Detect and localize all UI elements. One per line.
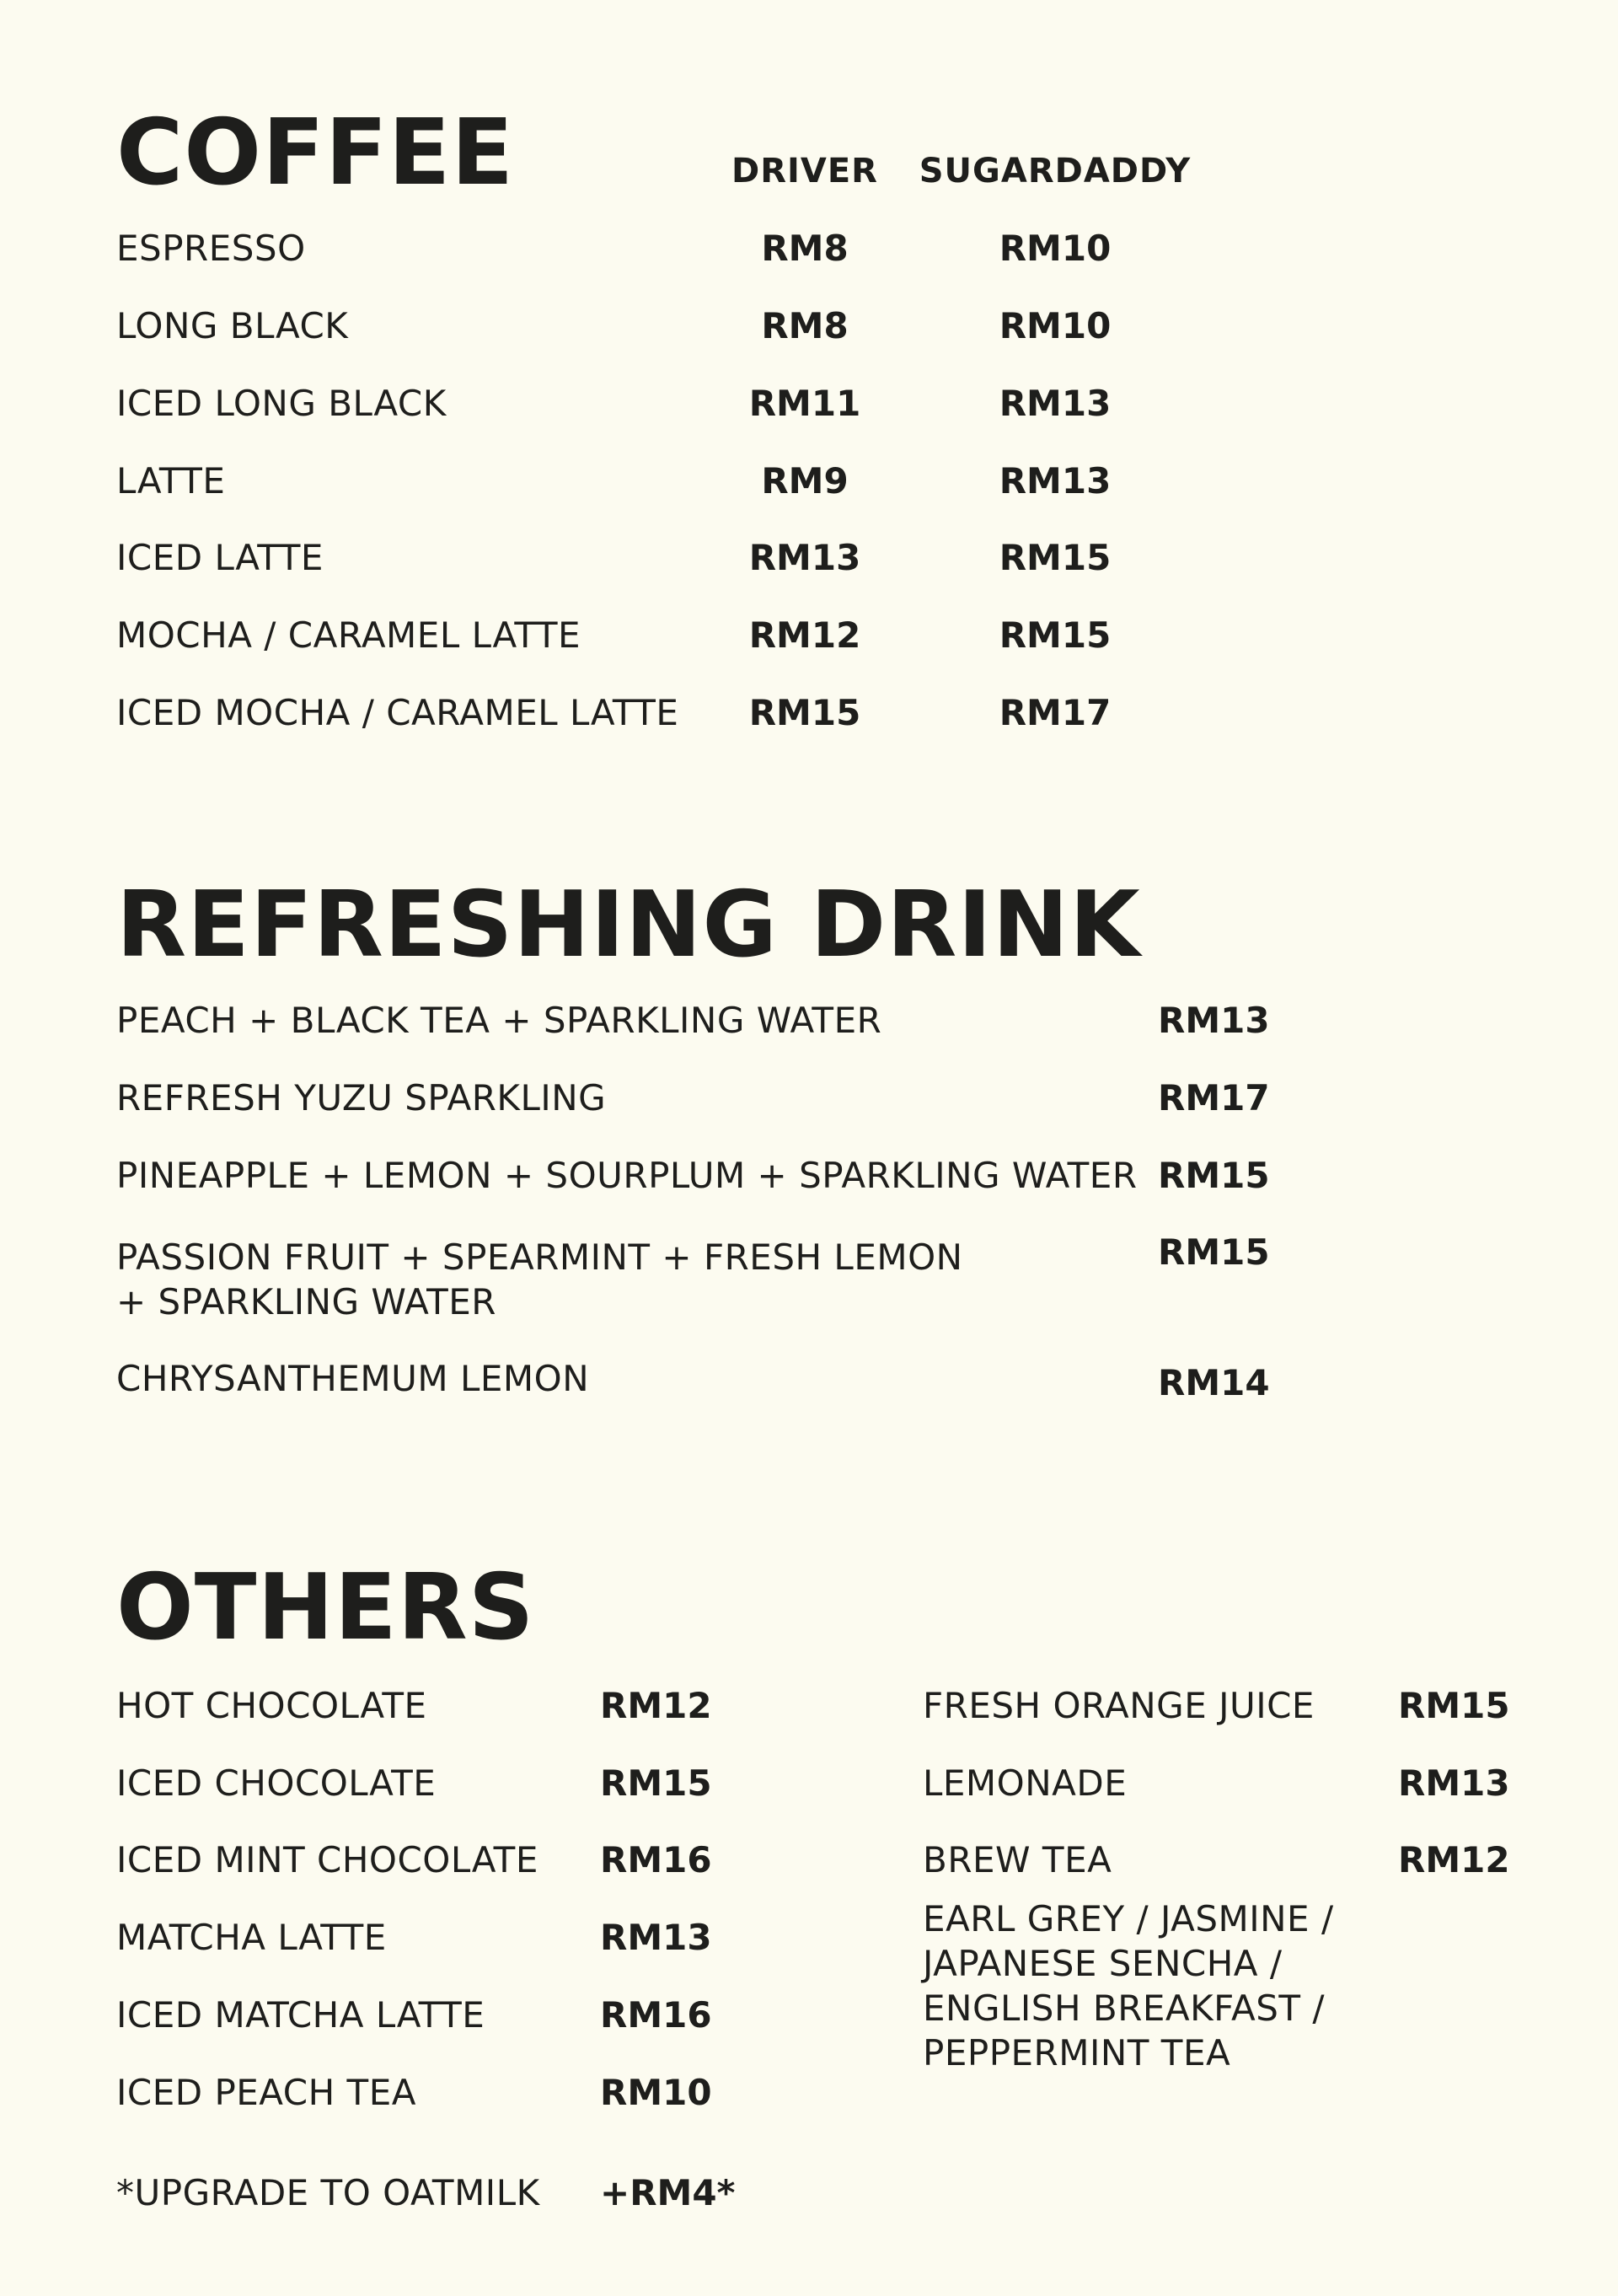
coffee-item-driver-price: RM9 <box>761 460 849 502</box>
refreshing-item-price: RM15 <box>1158 1155 1270 1196</box>
others-item-price: RM15 <box>600 1762 712 1804</box>
coffee-item-name: ICED MOCHA / CARAMEL LATTE <box>116 692 679 733</box>
refreshing-item-name: PASSION FRUIT + SPEARMINT + FRESH LEMON + SPARKLING WATER <box>116 1237 963 1322</box>
others-item-price: RM12 <box>600 1685 712 1726</box>
coffee-item-driver-price: RM8 <box>761 228 849 269</box>
coffee-item-sugardaddy-price: RM13 <box>999 383 1112 424</box>
coffee-item-name: MOCHA / CARAMEL LATTE <box>116 614 581 656</box>
refreshing-drink-heading: REFRESHING DRINK <box>116 872 1141 978</box>
others-item-price: RM12 <box>1398 1839 1510 1880</box>
others-heading: OTHERS <box>116 1555 535 1660</box>
oatmilk-upgrade-label: *UPGRADE TO OATMILK <box>116 2172 540 2213</box>
others-item-price: RM15 <box>1398 1685 1510 1726</box>
refreshing-item-price: RM15 <box>1158 1231 1270 1273</box>
others-item-price: RM13 <box>600 1917 712 1958</box>
oatmilk-upgrade-price: +RM4* <box>600 2172 736 2213</box>
refreshing-item-price: RM14 <box>1158 1362 1270 1403</box>
sugardaddy-column-header: SUGARDADDY <box>919 152 1192 190</box>
others-item-price: RM16 <box>600 1839 712 1880</box>
others-item-name: ICED CHOCOLATE <box>116 1762 437 1804</box>
coffee-item-sugardaddy-price: RM17 <box>999 692 1112 733</box>
coffee-item-name: ESPRESSO <box>116 228 306 269</box>
coffee-item-sugardaddy-price: RM10 <box>999 228 1112 269</box>
others-item-price: RM10 <box>600 2072 712 2113</box>
coffee-item-name: LONG BLACK <box>116 305 349 346</box>
coffee-item-name: LATTE <box>116 460 226 502</box>
others-item-name: ICED MATCHA LATTE <box>116 1994 485 2036</box>
others-item-name: ICED PEACH TEA <box>116 2072 416 2113</box>
coffee-item-driver-price: RM11 <box>748 383 861 424</box>
others-item-name: BREW TEA <box>923 1839 1112 1880</box>
coffee-item-driver-price: RM13 <box>748 537 861 578</box>
coffee-item-name: ICED LATTE <box>116 537 324 578</box>
refreshing-item-name: CHRYSANTHEMUM LEMON <box>116 1358 590 1399</box>
others-item-name: FRESH ORANGE JUICE <box>923 1685 1315 1726</box>
coffee-item-name: ICED LONG BLACK <box>116 383 447 424</box>
refreshing-item-name: PINEAPPLE + LEMON + SOURPLUM + SPARKLING WATER <box>116 1155 1138 1196</box>
driver-column-header: DRIVER <box>731 152 878 190</box>
others-item-price: RM13 <box>1398 1762 1510 1804</box>
others-item-name: LEMONADE <box>923 1762 1128 1804</box>
coffee-item-driver-price: RM8 <box>761 305 849 346</box>
coffee-item-driver-price: RM15 <box>748 692 861 733</box>
others-item-price: RM16 <box>600 1994 712 2036</box>
coffee-item-sugardaddy-price: RM13 <box>999 460 1112 502</box>
refreshing-item-name: PEACH + BLACK TEA + SPARKLING WATER <box>116 1000 882 1041</box>
refreshing-item-price: RM13 <box>1158 1000 1270 1041</box>
refreshing-item-price: RM17 <box>1158 1077 1270 1118</box>
coffee-item-driver-price: RM12 <box>748 614 861 656</box>
coffee-item-sugardaddy-price: RM15 <box>999 537 1112 578</box>
others-item-name: HOT CHOCOLATE <box>116 1685 427 1726</box>
coffee-item-sugardaddy-price: RM10 <box>999 305 1112 346</box>
coffee-item-sugardaddy-price: RM15 <box>999 614 1112 656</box>
others-item-name: ICED MINT CHOCOLATE <box>116 1839 538 1880</box>
coffee-heading: COFFEE <box>116 100 515 206</box>
others-item-name: MATCHA LATTE <box>116 1917 387 1958</box>
refreshing-item-name: REFRESH YUZU SPARKLING <box>116 1077 607 1118</box>
brew-tea-varieties: EARL GREY / JASMINE / JAPANESE SENCHA / ENGLISH BREAKFAST / PEPPERMINT TEA <box>923 1898 1334 2073</box>
